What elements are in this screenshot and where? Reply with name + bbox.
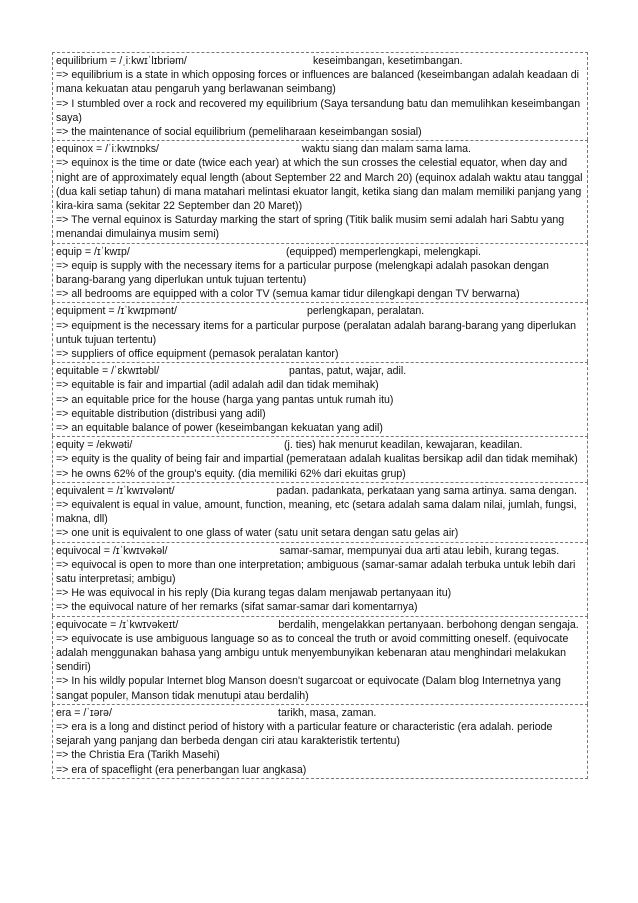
- entry-meaning: (equipped) memperlengkapi, melengkapi.: [286, 245, 481, 258]
- entry-line: => equitable distribution (distribusi yang adil): [56, 407, 266, 420]
- entry-line: => equipment is the necessary items for a particular purpose (peralatan adalah barang-barang yang diperlukan untuk tujuan tertentu): [56, 319, 576, 346]
- entry-line: => the Christia Era (Tarikh Masehi): [56, 749, 220, 762]
- entry-term: era = /ˈɪərə/: [56, 706, 112, 719]
- entry-line: => I stumbled over a rock and recovered my equilibrium (Saya tersandung batu dan memulihkan keseimbangan saya): [56, 97, 581, 124]
- entry-line: => The vernal equinox is Saturday marking the start of spring (Titik balik musim semi adalah hari Sabtu yang menandai dimulainya musim semi): [56, 214, 565, 241]
- entry-meaning: waktu siang dan malam sama lama.: [302, 143, 471, 156]
- entry-equivocal: [52, 542, 588, 616]
- entry-era: [52, 704, 588, 779]
- entry-line: => all bedrooms are equipped with a color TV (semua kamar tidur dilengkapi dengan TV berwarna): [56, 288, 520, 301]
- entry-equitable: [52, 362, 588, 436]
- entry-term: equipment = /ɪˈkwɪpmənt/: [56, 305, 177, 318]
- entry-meaning: pantas, patut, wajar, adil.: [289, 365, 407, 378]
- entry-line: => the maintenance of social equilibrium (pemeliharaan keseimbangan sosial): [56, 126, 422, 138]
- entry-line: => suppliers of office equipment (pemasok peralatan kantor): [56, 348, 339, 360]
- entry-line: => equivocate is use ambiguous language so as to conceal the truth or avoid committing oneself. (equivocate adalah menggunakan bahasa yang ambigu untuk menyembunyikan kebenaran atau menghindari melakukan sendiri): [56, 632, 569, 674]
- entry-meaning: keseimbangan, kesetimbangan.: [313, 55, 463, 67]
- entry-meaning: padan. padankata, perkataan yang sama artinya. sama dengan.: [276, 484, 577, 497]
- entry-term: equivocal = /ɪˈkwɪvəkəl/: [56, 544, 168, 557]
- entry-line: => equitable is fair and impartial (adil adalah adil dan tidak memihak): [56, 379, 379, 392]
- entry-line: => equivalent is equal in value, amount, function, meaning, etc (setara adalah sama dalam nilai, jumlah, fungsi, makna, dll): [56, 499, 577, 526]
- entry-line: => equinox is the time or date (twice each year) at which the sun crosses the celestial equator, when day and night are of approximately equal length (about September 22 and March 20) (equinox adalah waktu atau tanggal (dua kali setiap tahun) di mana matahari melintasi ekuator langit, ketika siang dan malam memiliki panjang yang kira-kira sama (sekitar 22 September dan 20 Maret)): [56, 157, 583, 212]
- entry-equity: [52, 436, 588, 482]
- entry-meaning: berdalih, mengelakkan pertanyaan. berbohong dengan sengaja.: [278, 618, 579, 631]
- entry-line: => equip is supply with the necessary items for a particular purpose (melengkapi adalah pasokan dengan barang-barang yang diperlukan untuk tujuan tertentu): [56, 259, 549, 286]
- entry-line: => an equitable price for the house (harga yang pantas untuk rumah itu): [56, 393, 394, 406]
- entry-meaning: tarikh, masa, zaman.: [278, 706, 377, 719]
- entry-term: equilibrium = /ˌiːkwɪˈlɪbriəm/: [56, 55, 187, 67]
- entry-line: => an equitable balance of power (keseimbangan kekuatan yang adil): [56, 422, 383, 434]
- entry-term: equip = /ɪˈkwɪp/: [56, 245, 130, 258]
- entry-meaning: samar-samar, mempunyai dua arti atau lebih, kurang tegas.: [279, 544, 560, 557]
- entry-equipment: [52, 302, 588, 362]
- entry-term: equitable = /ˈɛkwɪtəbl/: [56, 365, 160, 378]
- entry-equilibrium: [52, 52, 588, 140]
- entry-line: => era of spaceflight (era penerbangan luar angkasa): [56, 763, 307, 776]
- entry-term: equinox = /ˈiːkwɪnɒks/: [56, 143, 159, 156]
- vocabulary-document: [52, 52, 588, 779]
- entry-meaning: perlengkapan, peralatan.: [307, 305, 425, 318]
- entry-line: => he owns 62% of the group's equity. (dia memiliki 62% dari ekuitas grup): [56, 467, 406, 480]
- entry-line: => He was equivocal in his reply (Dia kurang tegas dalam menjawab pertanyaan itu): [56, 587, 452, 600]
- entry-term: equity = /ekwəti/: [56, 439, 133, 452]
- entry-line: => the equivocal nature of her remarks (sifat samar-samar dari komentarnya): [56, 601, 418, 614]
- entry-meaning: (j. ties) hak menurut keadilan, kewajaran, keadilan.: [284, 439, 523, 452]
- entry-line: => equilibrium is a state in which opposing forces or influences are balanced (keseimbangan adalah keadaan di mana kekuatan atau pengaruh yang berlawanan seimbang): [56, 69, 579, 96]
- entry-equivalent: [52, 482, 588, 542]
- entry-line: => In his wildly popular Internet blog Manson doesn't sugarcoat or equivocate (Dalam blog Internetnya yang sangat populer, Manson tidak menutupi atau berdalih): [56, 675, 561, 702]
- entry-line: => equivocal is open to more than one interpretation; ambiguous (samar-samar adalah terbuka untuk lebih dari satu interpretasi; ambigu): [56, 558, 576, 586]
- entry-term: equivalent = /ɪˈkwɪvələnt/: [56, 484, 175, 497]
- entry-line: => equity is the quality of being fair and impartial (pemerataan adalah kualitas bersikap adil dan tidak memihak): [56, 453, 578, 466]
- entry-equip: [52, 243, 588, 303]
- entry-equinox: [52, 140, 588, 242]
- entry-line: => era is a long and distinct period of history with a particular feature or characteristic (era adalah. periode sejarah yang panjang dan berbeda dengan ciri atau karakteristik tertentu): [56, 721, 553, 748]
- entry-term: equivocate = /ɪˈkwɪvəkeɪt/: [56, 618, 179, 631]
- entry-line: => one unit is equivalent to one glass of water (satu unit setara dengan satu gelas air): [56, 527, 459, 540]
- entry-equivocate: [52, 616, 588, 704]
